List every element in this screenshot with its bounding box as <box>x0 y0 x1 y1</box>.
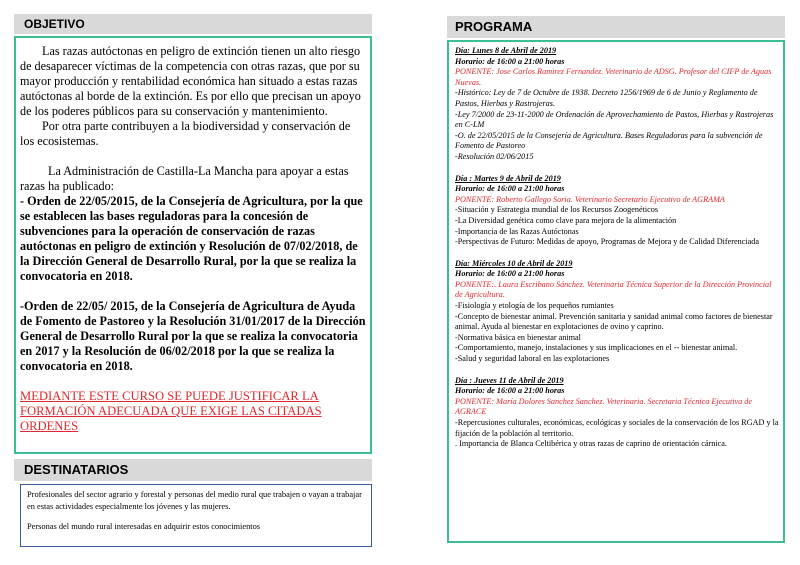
destinatarios-header: DESTINATARIOS <box>14 459 372 481</box>
day-topic: -Repercusiones culturales, económicas, ecológicas y sociales de la conservación de los RGAD y la fijación de la población al territorio. <box>455 418 779 438</box>
day-schedule: Horario: de 16:00 a 21:00 horas <box>455 269 565 279</box>
day-schedule: Horario: de 16:00 a 21:00 horas <box>455 56 565 66</box>
programa-day <box>455 259 779 365</box>
day-topic: -Concepto de bienestar animal. Prevención sanitaria y sanidad animal como factores de bienestar animal. Ayuda al bienestar en explotaciones de ovino y caprino. <box>455 311 773 332</box>
objetivo-paragraph-1: Las razas autóctonas en peligro de extinción tienen un alto riesgo de desaparecer víctimas de la competencia con otras razas, que por su mayor producción y rentabilidad económica han situado a estas razas autóctonas al borde de la extinción. Es por ello que precisan un apoyo de los poderes públicos para su conservación y mantenimiento. <box>20 44 361 118</box>
programa-day <box>455 46 779 163</box>
orden-fomento-pastoreo: -Orden de 22/05/ 2015, de la Consejería de Agricultura de Ayuda de Fomento de Pastoreo y la Resolución 31/01/2017 de la Dirección General de Desarrollo Rural por la que se realiza la convocatoria en 2017 y la Resolución de 06/02/2018 por la que se realiza la convocatoria en 2018. <box>20 299 366 373</box>
day-speaker: PONENTE: María Dolores Sanchez Sanchez. Veterinaria. Secretaria Técnica Ejecutiva de AGRACE <box>455 396 753 417</box>
destinatarios-box <box>20 484 372 547</box>
day-topic: -Normativa básica en bienestar animal <box>455 332 581 342</box>
day-topic: -Situación y Estrategia mundial de los Recursos Zoogenéticos <box>455 205 659 215</box>
day-topic: -La Diversidad genética como clave para mejora de la alimentación <box>455 215 677 225</box>
day-schedule: Horario: de 16:00 a 21:00 horas <box>455 386 565 396</box>
day-schedule: Horario: de 16:00 a 21:00 horas <box>455 184 565 194</box>
programa-day <box>455 174 779 248</box>
destinatarios-paragraph-1: Profesionales del sector agrario y forestal y personas del medio rural que trabajen o vayan a trabajar en estas actividades especialmente los jóvenes y las mujeres. <box>27 490 362 511</box>
day-date: Día : Martes 9 de Abril de 2019 <box>455 173 561 183</box>
day-topic: -Resolución 02/06/2015 <box>455 151 534 161</box>
day-topic: -Fisiología y etología de los pequeños rumiantes <box>455 301 614 311</box>
programa-box <box>447 40 785 543</box>
day-speaker: PONENTE: Roberto Gallego Soria. Veterinario Secretario Ejecutivo de AGRAMA <box>455 194 725 204</box>
objetivo-paragraph-3: La Administración de Castilla-La Mancha para apoyar a estas razas ha publicado: <box>20 164 349 193</box>
day-date: Día : Jueves 11 de Abril de 2019 <box>455 375 564 385</box>
day-topic: . Importancia de Blanca Celtibérica y otras razas de caprino de orientación cárnica. <box>455 439 727 449</box>
day-topic: -O. de 22/05/2015 de la Consejería de Agricultura. Bases Reguladoras para la subvención de Fomento de Pastoreo <box>455 130 763 151</box>
day-date: Día: Miércoles 10 de Abril de 2019 <box>455 258 573 268</box>
day-topic: -Comportamiento, manejo, instalaciones y sus implicaciones en el -- bienestar animal. <box>455 343 738 353</box>
programa-header: PROGRAMA <box>447 16 785 38</box>
day-topic: -Histórico: Ley de 7 de Octubre de 1938. Decreto 1256/1969 de 6 de Junio y Reglamento de Pastos, Hierbas y Rastrojeras. <box>455 88 758 108</box>
day-date: Día: Lunes 8 de Abril de 2019 <box>455 46 557 55</box>
destinatarios-paragraph-2: Personas del mundo rural interesadas en adquirir estos conocimientos <box>27 522 261 531</box>
day-speaker: PONENTE:. Laura Escribano Sánchez. Veterinaria Técnica Superior de la Dirección Provincial de Agricultura. <box>455 279 772 300</box>
programa-day <box>455 376 779 450</box>
day-speaker: PONENTE: Jose Carlos Ramirez Fernandez. Veterinario de ADSG. Profesor del CIFP de Aguas Nuevas. <box>455 67 772 87</box>
objetivo-box <box>14 36 372 454</box>
day-topic: -Salud y seguridad laboral en las explotaciones <box>455 354 610 364</box>
day-topic: -Ley 7/2000 de 23-11-2000 de Ordenación de Aprovechamiento de Pastos, Hierbas y Rastrojeras en C-LM <box>455 109 774 130</box>
objetivo-header: OBJETIVO <box>14 14 372 34</box>
curso-justificacion-notice: MEDIANTE ESTE CURSO SE PUEDE JUSTIFICAR LA FORMACIÓN ADECUADA QUE EXIGE LAS CITADAS ORDENES <box>20 389 322 433</box>
day-topic: -Importancia de las Razas Autóctonas <box>455 226 579 236</box>
day-topic: -Perspectivas de Futuro: Medidas de apoyo, Programas de Mejora y de Calidad Diferenciada <box>455 237 759 247</box>
objetivo-paragraph-2: Por otra parte contribuyen a la biodiversidad y conservación de los ecosistemas. <box>20 119 351 148</box>
orden-pastoreo-razas: - Orden de 22/05/2015, de la Consejería de Agricultura, por la que se establecen las bases reguladoras para la concesión de subvenciones para la operación de conservación de razas autóctonas en peligro de extinción y Resolución de 07/02/2018, de la Dirección General de Desarrollo Rural, por la que se realiza la convocatoria en 2018. <box>20 194 363 283</box>
